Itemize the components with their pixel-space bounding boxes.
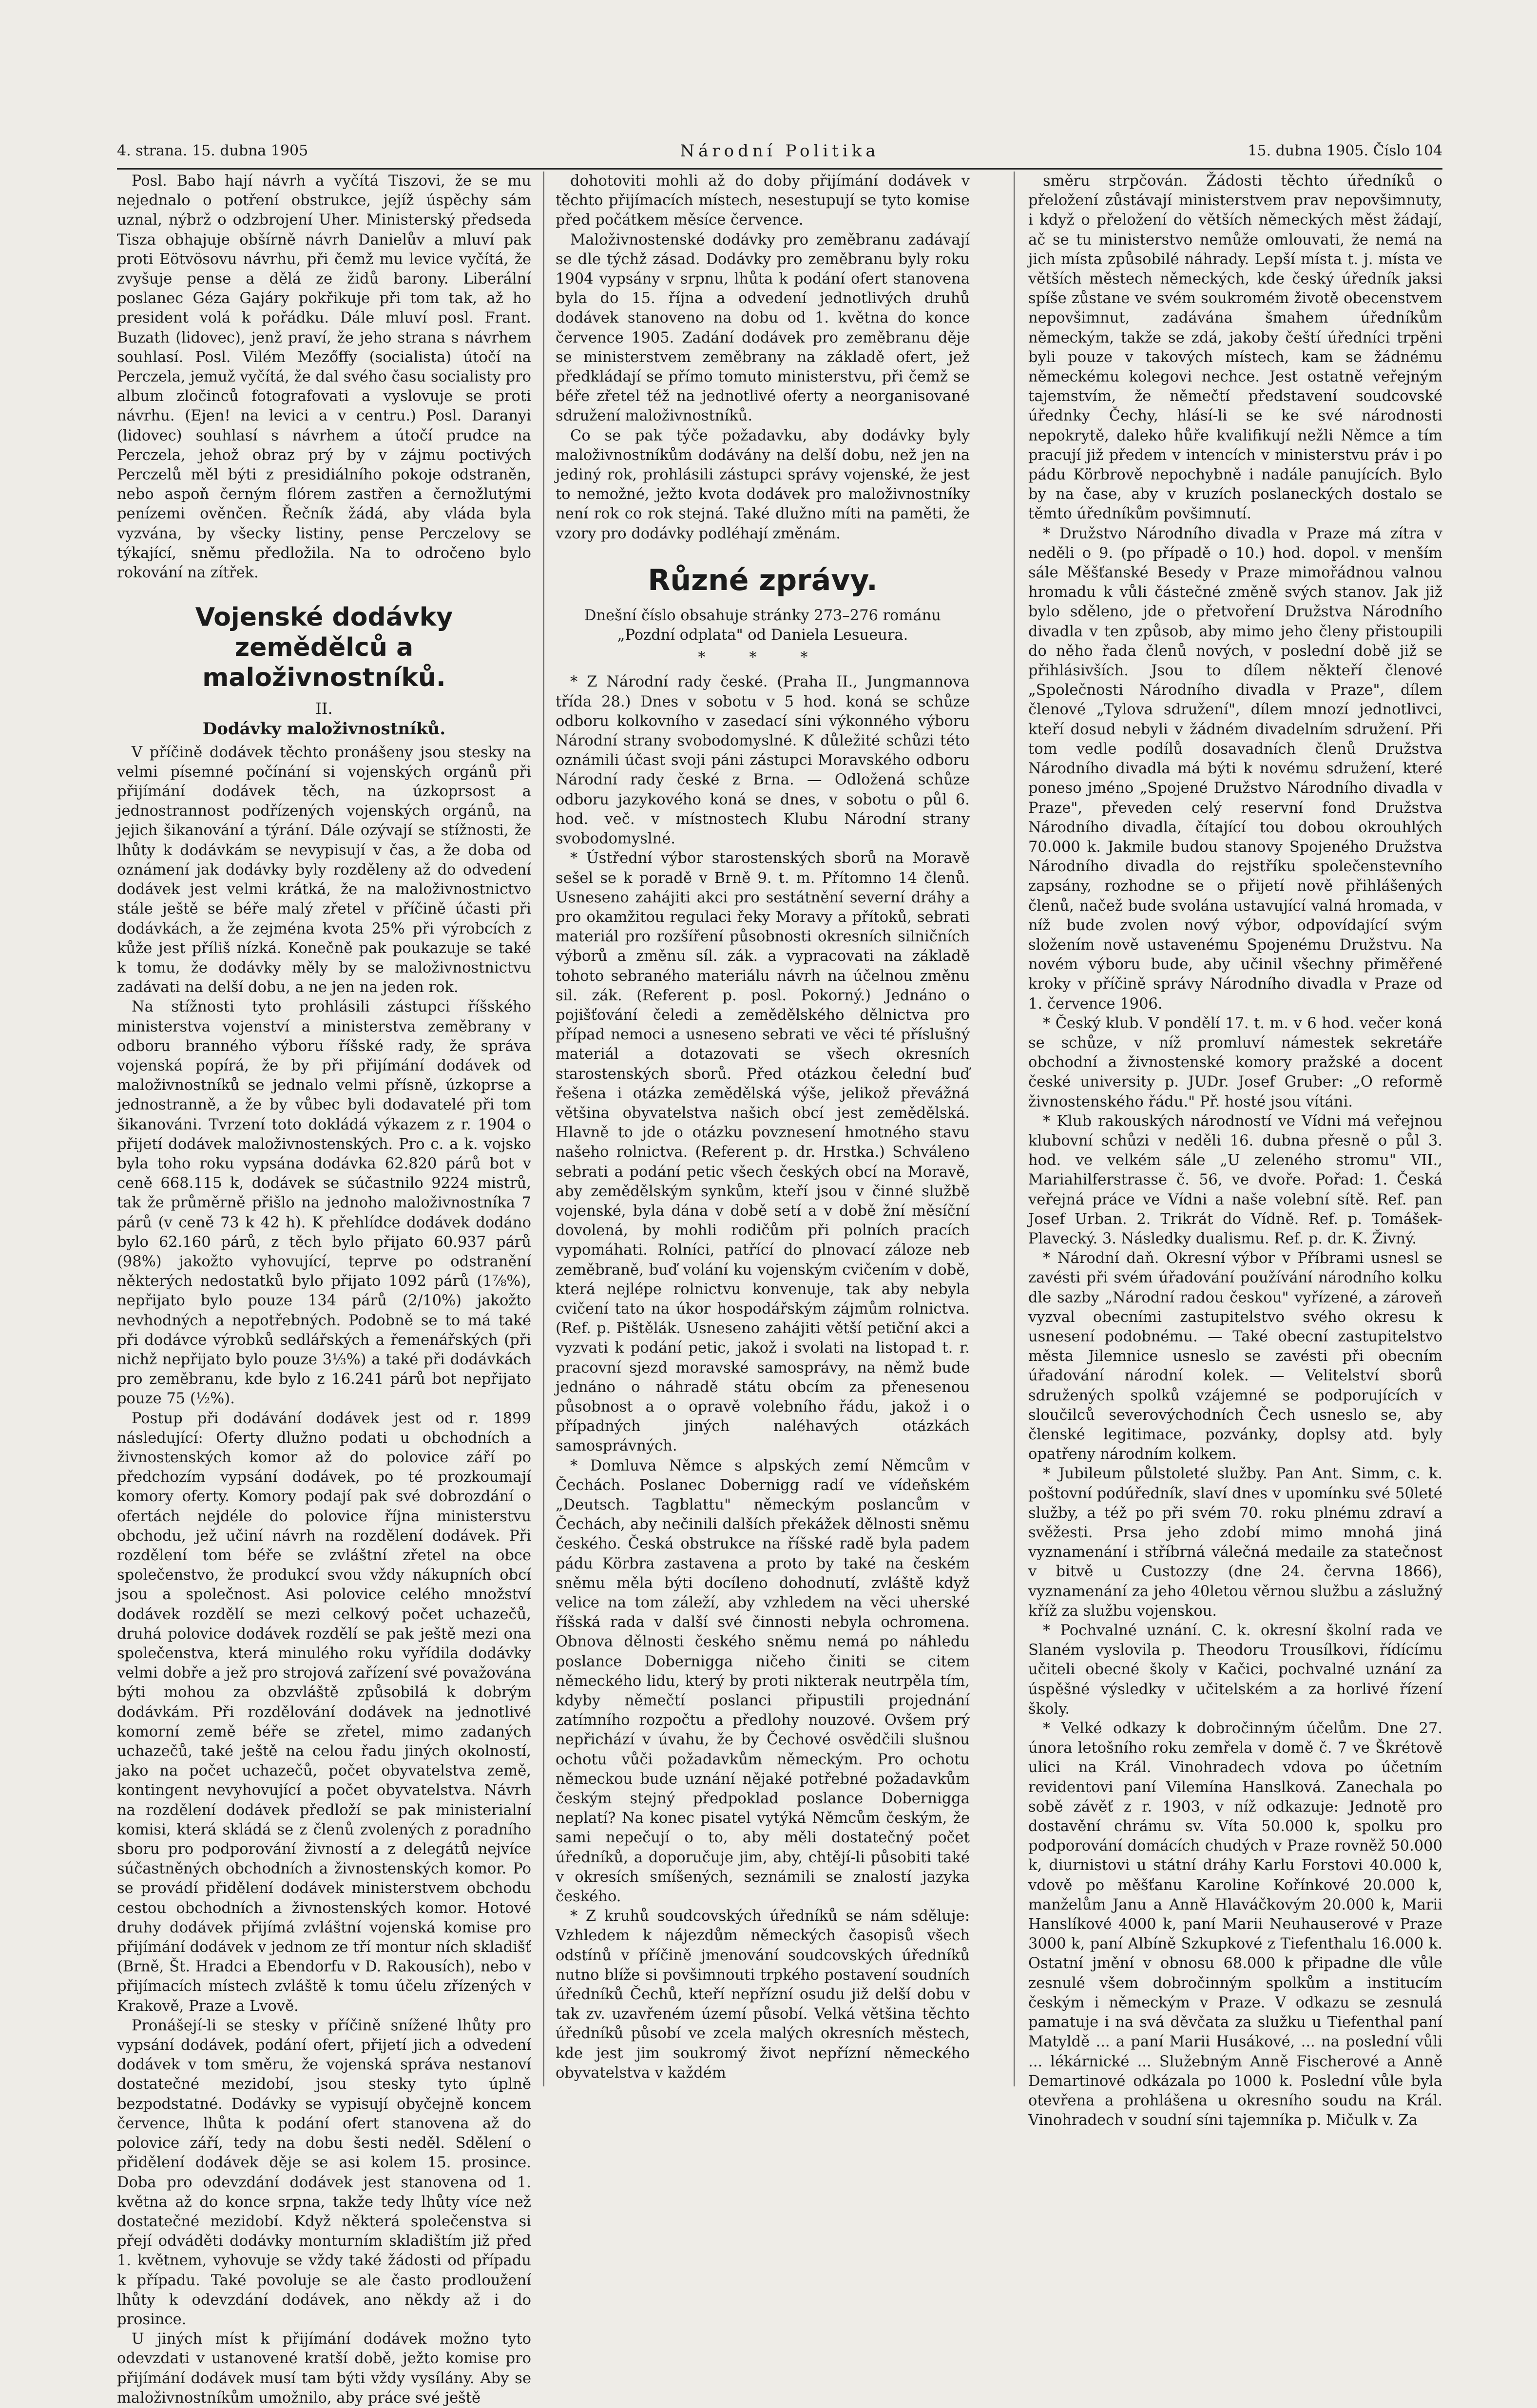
paragraph: Posl. Babo hají návrh a vyčítá Tiszovi, že se mu nejednalo o potření obstrukce, jejíž úspěchy sám uznal, nýbrž o odzbrojení Uher. Ministerský předseda Tisza obhajuje obšírně návrh Danielův a mluví pak proti Eötvösovu návrhu, při čemž mu levice vyčítá, že zvyšuje pense a dělá ze židů barony. Liberální poslanec Géza Gajáry pokřikuje při tom tak, až ho president volá k pořádku. Dále mluví posl. Frant. Buzath (lidovec), jenž praví, že jeho strana s návrhem souhlasí. Posl. Vilém Mezőffy (socialista) útočí na Perczela, jemuž vyčítá, že dal svého času socialisty pro album zločinců fotografovati a vyslovuje se proti návrhu. (Ejen! na levici a v centru.) Posl. Daranyi (lidovec) souhlasí s návrhem a útočí prudce na Perczela, jehož obraz prý by v zájmu poctivých Perczelů měl býti z presidiálního pokoje odstraněn, nebo aspoň černým flórem zastřen a černožlutými penízemi ověnčen. Řečník žádá, aby vláda byla vyzvána, by všecky listiny, pense Perczelovy se týkající, sněmu předložila. Na to odročeno bylo rokování na zítřek. bbox=[117, 172, 531, 582]
news-item: * Český klub. V pondělí 17. t. m. v 6 hod. večer koná se schůze, v níž promluví námestek sekretáře obchodní a živnostenské komory pražské a docent české university p. JUDr. Josef Gruber: „O reformě živnostenského řádu." Př. hosté jsou vítáni. bbox=[1028, 1014, 1442, 1110]
novel-notice: Dnešní číslo obsahuje stránky 273–276 románu „Pozdní odplata" od Daniela Lesueura. bbox=[584, 607, 941, 644]
header-masthead: Národní Politika bbox=[680, 141, 880, 161]
page-header bbox=[117, 137, 1442, 167]
paragraph: Na stížnosti tyto prohlásili zástupci říšského ministerstva vojenství a ministerstva zeměbrany v odboru branného výboru říšské rady, že správa vojenská popírá, že by při přijímání dodávek od maloživnostníků se jednalo velmi přísně, úzkoprse a jednostranně, a že by vůbec byli dodavatelé při tom šikanováni. Tvrzení toto dokládá výkazem z r. 1904 o přijetí dodávek maloživnostenských. Pro c. a k. vojsko byla toho roku vypsána dodávka 62.820 párů bot v ceně 668.115 k, dodávek se súčastnilo 9224 mistrů, tak že průměrně přišlo na jednoho maloživnostníka 7 párů (v ceně 73 k 42 h). K přehlídce dodávek dodáno bylo 62.160 párů, z těch bylo přijato 60.937 párů (98%) jakožto vyhovující, teprve po odstranění některých nedostatků bylo přijato 1092 párů (1⅞%), nepřijato bylo pouze 134 párů (2/10%) jakožto nevhodných a nepotřebných. Podobně se to má také při dodávce výrobků sedlářských a řemenářských (při nichž nepřijato bylo pouze 3⅓%) a také při dodávkách pro zeměbranu, kde bylo z 16.241 párů bot nepřijato pouze 75 (½%). bbox=[117, 998, 531, 1408]
article-title: Vojenské dodávky zemědělců a maloživnostníků. bbox=[195, 603, 453, 693]
column-1 bbox=[117, 172, 531, 2407]
separator-stars: * * * bbox=[698, 649, 827, 667]
paragraph: Pronášejí-li se stesky v příčině snížené lhůty pro vypsání dodávek, podání ofert, přijetí jich a odvedení dodávek v tom směru, že vojenská správa nestanoví dostatečné mezidobí, jsou stesky tyto úplně bezpodstatné. Dodávky se vypisují obyčejně koncem července, lhůta k podání ofert stanovena až do polovice září, tedy na dobu šesti neděl. Sdělení o přidělení dodávek děje se asi kolem 15. prosince. Doba pro odevzdání dodávek jest stanovena od 1. května až do konce srpna, takže tedy lhůty více než dostatečné mezidobí. Když některá společenstva si přejí odváděti dodávky monturním skladištím již před 1. květnem, vyhovuje se vždy také žádosti od případu k případu. Také povoluje se ale často prodloužení lhůty k odevzdání dodávek, ano někdy až i do prosince. bbox=[117, 2017, 531, 2328]
column-separator bbox=[1014, 172, 1015, 2086]
article-subtitle: Dodávky maloživnostníků. bbox=[202, 719, 446, 739]
news-item: * Národní daň. Okresní výbor v Příbrami usnesl se zavésti při svém úřadování používání národního kolku dle sazby „Národní radou českou" vyřízené, a zároveň vyzval obecními zastupitelstvo svého okresu k usnesení podobnému. — Také obecní zastupitelstvo města Jilemnice usneslo se zavésti při obecním úřadování národní kolek. — Velitelství sborů sdružených spolků vzájemné se podporujících v sloučilců severovýchodních Čech usneslo se, aby členské legitimace, pozvánky, doplsy atd. byly opatřeny národním kolkem. bbox=[1028, 1250, 1442, 1463]
news-item: * Pochvalné uznání. C. k. okresní školní rada ve Slaném vyslovila p. Theodoru Trousílkovi, řídícímu učiteli obecné školy v Kačici, pochvalné uznání za úspěšné výsledky v učitelském a za horlivé řízení školy. bbox=[1028, 1622, 1442, 1718]
paragraph: směru strpčován. Žádosti těchto úředníků o přeložení zůstávají ministerstvem prav nepovšimnuty, i když o přeložení do větších německých měst žádají, ač se tu ministerstvo nemůže omlouvati, že nemá na jich místa způsobilé náhrady. Lepší místa t. j. místa ve větších městech německých, kde český úředník jaksi spíše zůstane ve svém soukromém životě obecenstvem nepovšimnut, zadávána šmahem úředníkům německým, takže se zdá, jakoby čeští úředníci trpěni byli pouze v takových místech, kam se žádnému německému kolegovi nechce. Jest ostatně veřejným tajemstvím, že němečtí představení soudcovské úřednky Čechy, hlásí-li se ke své národnosti nepokrytě, daleko hůře kvalifikují nežli Němce a tím pracují již předem v intencích v ministerstvu práv i po pádu Körbrově nepochybně i nadále panujících. Bylo by na čase, aby v kruzích poslaneckých dostalo se těmto úředníkům povšimnutí. bbox=[1028, 172, 1442, 523]
section-title: Různé zprávy. bbox=[648, 563, 878, 597]
paragraph: Maloživnostenské dodávky pro zeměbranu zadávají se dle týchž zásad. Dodávky pro zeměbranu byly roku 1904 vypsány v srpnu, lhůta k podání ofert stanovena byla do 15. října a odvedení jednotlivých druhů dodávek stanoveno na dobu od 1. května do konce července 1905. Zadání dodávek pro zeměbranu děje se ministerstvem zeměbrany na základě ofert, jež předkládají se přímo tomuto ministerstvu, při čemž se béře zřetel též na jednotlivé oferty a neorganisované sdružení maloživnostníků. bbox=[556, 231, 970, 425]
header-issue-number: 15. dubna 1905. Číslo 104 bbox=[1248, 142, 1442, 159]
news-item: * Klub rakouských národností ve Vídni má veřejnou klubovní schůzi v neděli 16. dubna přesně o půl 3. hod. ve velkém sále „U zeleného stromu" VII., Mariahilferstrasse č. 56, ve dvoře. Pořad: 1. Česká veřejná práce ve Vídni a naše volební sítě. Ref. pan Josef Urban. 2. Trikrát do Vídně. Ref. p. Tomášek-Plavecký. 3. Následky dualismu. Ref. p. dr. K. Živný. bbox=[1028, 1112, 1442, 1247]
news-item: * Ústřední výbor starostenských sborů na Moravě sešel se k poradě v Brně 9. t. m. Přítomno 14 členů. Usneseno zahájiti akci pro sestátnění severní dráhy a pro okamžitou regulaci řeky Moravy a přítoků, sebrati materiál pro rozšíření působnosti okresních silničních výborů a změnu síl. zák. a vypracovati na základě tohoto sebraného materiálu návrh na účelnou změnu sil. zák. (Referent p. posl. Pokorný.) Jednáno o pojišťování čeledi a zemědělského dělnictva pro případ nemoci a usneseno sebrati ve věci té příslušný materiál a dotazovati se všech okresních starostenských sborů. Před otázkou čelední buď řešena i otázka zemědělská výše, jelikož převážná většina obyvatelstva našich obcí jest zemědělská. Hlavně to jde o otázku povznesení hmotného stavu našeho rolnictva. (Referent p. dr. Hrstka.) Schváleno sebrati a podání petic všech českých obcí na Moravě, aby zemědělským synkům, kteří jsou v činné službě vojenské, byla dána v době setí a v době žní měsíční dovolená, by mohli rodičům při polních pracích vypomáhati. Rolníci, patřící do plnovací záloze neb zeměbraně, buď volání ku vojenským cvičením v době, která nejlépe rolnictvu konvenuje, tak aby nebyla cvičení tato na úkor hospodářským zájmům rolnictva. (Ref. p. Pištělák. Usneseno zahájiti větší petiční akci a vyzvati k podání petic, jakož i svolati na listopad t. r. pracovní sjezd moravské samosprávy, na němž bude jednáno o náhradě státu obcím za přenesenou působnost a o opravě volebního řádu, jakož i o případných jiných naléhavých otázkách samosprávných. bbox=[556, 850, 970, 1455]
news-item: * Z kruhů soudcovských úředníků se nám sděluje: Vzhledem k nájezdům německých časopisů všech odstínů v příčině jmenování soudcovských úředníků nutno blíže si povšimnouti trpkého postavení soudních úředníků Čechů, kteří nepřízní osudu již delší dobu v tak zv. uzavřeném území působí. Velká většina těchto úředníků působí ve zcela malých okresních městech, kde jest jim soukromý život nepřízní německého obyvatelstva v každém bbox=[556, 1908, 970, 2082]
header-page-number: 4. strana. 15. dubna 1905 bbox=[117, 142, 308, 159]
header-rule bbox=[117, 168, 1442, 170]
paragraph: U jiných míst k přijímání dodávek možno tyto odevzdati v ustanovené kratší době, ježto komise pro přijímání dodávek musí tam býti vždy vysílány. Aby se maloživnostníkům umožnilo, aby práce své ještě bbox=[117, 2331, 531, 2407]
paragraph: dohotoviti mohli až do doby přijímání dodávek v těchto přijímacích místech, nesestupují se tyto komise před počátkem měsíce července. bbox=[556, 172, 970, 229]
news-item: * Z Národní rady české. (Praha II., Jungmannova třída 28.) Dnes v sobotu v 5 hod. koná se schůze odboru kolkovního v zasedací síni výkonného výboru Národní strany svobodomyslné. K důležité schůzi této oznámili účast svoji páni zástupci Moravského odboru Národní rady české z Brna. — Odložená schůze odboru jazykového koná se dnes, v sobotu o půl 6. hod. več. v místnostech Klubu Národní strany svobodomyslné. bbox=[556, 673, 970, 848]
paragraph: Postup při dodávání dodávek jest od r. 1899 následující: Oferty dlužno podati u obchodních a živnostenských komor až do polovice září po předchozím vypsání dodávek, po té prozkoumají komory oferty. Komory podají pak své dobrozdání o ofertách nejdéle do polovice října ministerstvu obchodu, jež učiní návrh na rozdělení dodávek. Při rozdělení tom béře se zvláštní zřetel na obce společenstvo, že produkcí svou vždy nákupních obcí jsou a společnost. Asi polovice celého množství dodávek rozdělí se mezi celkový počet uchazečů, druhá polovice dodávek rozdělí se pak ještě mezi ona společenstva, která minulého roku vyřídila dodávky velmi dobře a jež pro strojová zařízení své považována býti mohou za obzvláště způsobilá k dobrým dodávkám. Při rozdělování dodávek na jednotlivé komorní země béře se zřetel, mimo zadaných uchazečů, také ještě na celou řadu jiných okolností, jako na počet uchazečů, počet obyvatelstva země, kontingent nevyhovující a počet obyvatelstva. Návrh na rozdělení dodávek předloží se pak ministerialní komisi, která skládá se z členů zvolených z poradního sboru pro podporování živností a z delegátů nejvíce súčastněných obchodních a živnostenských komor. Po se provádí přidělení dodávek ministerstvem obchodu cestou obchodních a živnostenských komor. Hotové druhy dodávek přijímá zvláštní vojenská komise pro přijímání dodávek v jednom ze tří montur ních skladišť (Brně, Št. Hradci a Ebendorfu v D. Rakousích), nebo v přijímacích místech zvláště k tomu účelu zřízených v Krakově, Praze a Lvově. bbox=[117, 1410, 531, 2015]
column-2 bbox=[556, 172, 970, 2089]
news-item: * Jubileum půlstoleté služby. Pan Ant. Simm, c. k. poštovní podúředník, slaví dnes v upomínku své 50leté služby, a též po při svém 70. roku plnému zdraví a svěžesti. Prsa jeho zdobí mimo mnohá jiná vyznamenání i stříbrná válečná medaile za statečnost v bitvě u Custozzy (dne 24. června 1866), vyznamenání za jeho 40letou věrnou službu a záslužný kříž za službu vojenskou. bbox=[1028, 1465, 1442, 1620]
paragraph: V příčině dodávek těchto pronášeny jsou stesky na velmi písemné počínání si vojenských orgánů při přijímání dodávek těch, na úzkoprsost a jednostrannost podřízených vojenských orgánů, na jejich šikanování a týrání. Dále ozývají se stížnosti, že lhůty k dodávkám se nevypisují v čas, a že doba od oznámení jak dodávky byly rozděleny až do odvedení dodávek jest velmi krátká, že na maloživnostnictvo stále ještě se béře malý zřetel v příčině účasti při dodávkách, a že zejména kvota 25% při výrobcích z kůže jest příliš nízká. Konečně pak poukazuje se také k tomu, že dodávky měly by se maloživnostnictvu zadávati na delší dobu, a ne jen na jeden rok. bbox=[117, 744, 531, 996]
column-3 bbox=[1028, 172, 1442, 2129]
article-part-number: II. bbox=[315, 699, 333, 718]
news-item: * Družstvo Národního divadla v Praze má zítra v neděli o 9. (po případě o 10.) hod. dopol. v menším sále Měšťanské Besedy v Praze mimořádnou valnou hromadu k vůli částečné změně svých stanov. Jak již bylo sděleno, jde o přetvoření Družstva Národního divadla v ten způsob, aby mimo jeho členy přistoupili do něho řada členů nových, v poslední době již se přihlásivších. Jsou to dílem někteří členové „Společnosti Národního divadla v Praze", dílem členové „Tylova sdružení", dílem mnozí jednotlivci, kteří dosud nebyli v žádném divadelním sdružení. Při tom vedle podílů dosavadních členů Družstva Národního divadla má býti k novému sdružení, které poneso jméno „Spojené Družstvo Národního divadla v Praze", převeden celý reservní fond Družstva Národního divadla, čítající tou dobou okrouhlých 70.000 k. Jakmile budou stanovy Spojeného Družstva Národního divadla do rejstříku společenstevního zapsány, rozhodne se o přijetí nově přihlášených členů, načež bude svolána ustavující valná hromada, v níž bude zvolen nový výbor, odpovídající svým složením nově ustavenému Spojenému Družstvu. Na novém výboru bude, aby učinil všechny přiměřené kroky v příčině správy Národního divadla v Praze od 1. července 1906. bbox=[1028, 525, 1442, 1013]
news-item: * Velké odkazy k dobročinným účelům. Dne 27. února letošního roku zemřela v domě č. 7 ve Škrétově ulici na Král. Vinohradech vdova po účetním revidentovi paní Vilemína Hanslková. Zanechala po sobě závěť z r. 1903, v níž odkazuje: Jednotě pro dostavění chrámu sv. Víta 50.000 k, spolku pro podporování domácích chudých v Praze rovněž 50.000 k, diurnistovi u státní dráhy Karlu Forstovi 40.000 k, vdově po měšťanu Karoline Kořínkové 20.000 k, manželům Janu a Anně Hlaváčkovým 20.000 k, Marii Hanslíkové 4000 k, paní Marii Neuhauserové v Praze 3000 k, paní Albíně Szkupkové z Tiefenthalu 16.000 k. Ostatní jmění v obnosu 68.000 k připadne dle vůle zesnulé všem dobročinným spolkům a institucím českým i německým v Praze. V odkazu se zesnulá pamatuje i na svá děvčata za služku u Tiefenthal paní Matyldě ... a paní Marii Husákové, ... na poslední vůli ... lékárnické ... Služebným Anně Fischerové a Anně Demartinové odkázala po 1000 k. Poslední vůle byla otevřena a prohlášena u okresního soudu na Král. Vinohradech v soudní síni tajemníka p. Mičulk v. Za bbox=[1028, 1720, 1442, 2129]
paragraph: Co se pak týče požadavku, aby dodávky byly maloživnostníkům dodávány na delší dobu, než jen na jediný rok, prohlásili zástupci správy vojenské, že jest to nemožné, ježto kvota dodávek pro maloživnostníky není rok co rok stejná. Také dlužno míti na paměti, že vzory pro dodávky podléhají změnám. bbox=[556, 427, 970, 542]
column-separator bbox=[543, 172, 544, 2086]
news-item: * Domluva Němce s alpských zemí Němcům v Čechách. Poslanec Dobernigg radí ve vídeňském „Deutsch. Tagblattu" německým poslancům v Čechách, aby nečinili dalších překážek dělnosti sněmu českého. Česká obstrukce na říšské radě byla padem pádu Körbra zastavena a proto by také na českém sněmu měla býti docíleno dohodnutí, zvláště když velice na tom záleží, aby vzhledem na věci uherské říšská rada v další své činnosti nebyla ochromena. Obnova dělnosti českého sněmu nemá po náhledu poslance Dobernigga ničeho činiti se citem německého lidu, který by proti nikterak neutrpěla tím, kdyby němečtí poslanci připustili projednání zatímního rozpočtu a předlohy nouzové. Ovšem prý nepřichází v úvahu, že by Čechové osvědčili slušnou ochotu vůči požadavkům německým. Pro ochotu německou bude uznání nějaké potřebné požadavkům českým stejný předpoklad poslance Dobernigga neplatí? Na konec pisatel vytýká Němcům českým, že sami nepečují o to, aby měli dostatečný počet úředníků, a doporučuje jim, aby, chtějí-li působiti také v okresích smíšených, seznámili se znalostí jazyka českého. bbox=[556, 1457, 970, 1906]
